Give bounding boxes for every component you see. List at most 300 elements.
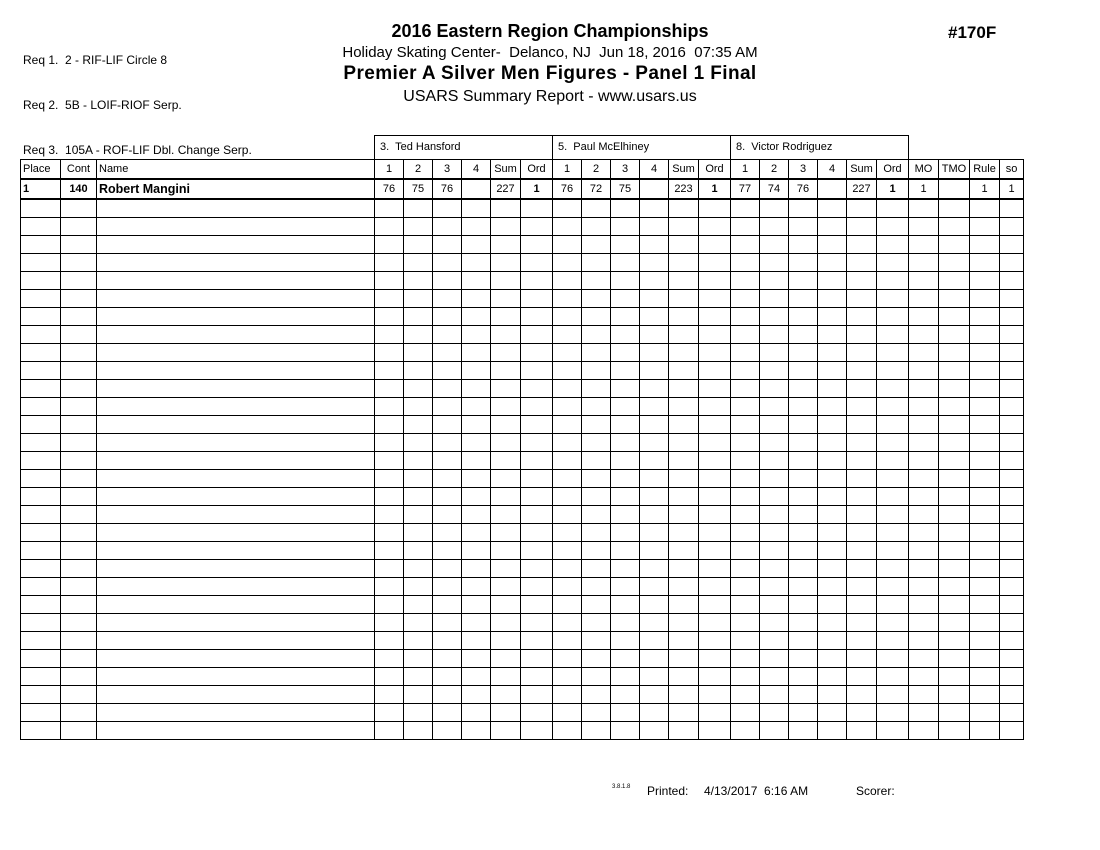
empty-cell — [433, 361, 462, 379]
empty-cell — [760, 325, 789, 343]
empty-cell — [404, 343, 433, 361]
empty-cell — [433, 379, 462, 397]
empty-cell — [521, 325, 553, 343]
empty-cell — [760, 721, 789, 739]
empty-cell — [61, 649, 97, 667]
empty-cell — [97, 523, 375, 541]
empty-cell — [553, 361, 582, 379]
empty-cell — [521, 307, 553, 325]
empty-cell — [433, 541, 462, 559]
empty-cell — [21, 649, 61, 667]
empty-cell — [877, 253, 909, 271]
empty-cell — [731, 667, 760, 685]
empty-cell — [433, 397, 462, 415]
col-header-j3-sum: Sum — [847, 160, 877, 180]
empty-cell — [462, 469, 491, 487]
empty-cell — [21, 721, 61, 739]
empty-cell — [699, 577, 731, 595]
empty-cell — [731, 649, 760, 667]
empty-table-row — [21, 415, 1024, 433]
col-header-j3-4: 4 — [818, 160, 847, 180]
empty-cell — [375, 235, 404, 253]
tmo-cell — [939, 179, 970, 199]
empty-cell — [818, 343, 847, 361]
empty-cell — [61, 433, 97, 451]
empty-cell — [760, 343, 789, 361]
col-header-place: Place — [21, 160, 61, 180]
empty-cell — [731, 271, 760, 289]
empty-cell — [909, 397, 939, 415]
empty-cell — [939, 541, 970, 559]
empty-cell — [582, 577, 611, 595]
empty-cell — [847, 721, 877, 739]
empty-cell — [847, 361, 877, 379]
empty-cell — [731, 361, 760, 379]
empty-cell — [462, 235, 491, 253]
empty-cell — [847, 577, 877, 595]
sum-cell: 227 — [491, 179, 521, 199]
empty-cell — [582, 559, 611, 577]
empty-cell — [970, 397, 1000, 415]
empty-cell — [760, 469, 789, 487]
col-header-rule: Rule — [970, 160, 1000, 180]
empty-cell — [61, 703, 97, 721]
empty-cell — [433, 721, 462, 739]
empty-cell — [970, 559, 1000, 577]
empty-cell — [909, 415, 939, 433]
empty-cell — [731, 541, 760, 559]
empty-cell — [97, 595, 375, 613]
col-header-so: so — [1000, 160, 1024, 180]
empty-cell — [582, 631, 611, 649]
empty-cell — [939, 235, 970, 253]
empty-table-row — [21, 199, 1024, 217]
col-header-j1-3: 3 — [433, 160, 462, 180]
empty-cell — [404, 577, 433, 595]
empty-cell — [611, 541, 640, 559]
empty-cell — [611, 379, 640, 397]
empty-cell — [21, 541, 61, 559]
empty-cell — [21, 343, 61, 361]
empty-cell — [909, 253, 939, 271]
empty-cell — [699, 685, 731, 703]
empty-cell — [553, 253, 582, 271]
empty-cell — [582, 325, 611, 343]
empty-cell — [97, 433, 375, 451]
ord-cell: 1 — [877, 179, 909, 199]
empty-cell — [611, 667, 640, 685]
empty-cell — [611, 505, 640, 523]
printed-timestamp: 4/13/2017 6:16 AM — [704, 784, 809, 798]
empty-cell — [611, 631, 640, 649]
empty-cell — [375, 667, 404, 685]
empty-cell — [760, 649, 789, 667]
empty-cell — [970, 379, 1000, 397]
empty-cell — [877, 415, 909, 433]
empty-cell — [553, 199, 582, 217]
empty-cell — [97, 415, 375, 433]
empty-cell — [640, 541, 669, 559]
empty-cell — [939, 307, 970, 325]
empty-cell — [582, 523, 611, 541]
empty-cell — [582, 271, 611, 289]
empty-cell — [818, 703, 847, 721]
empty-cell — [818, 487, 847, 505]
empty-cell — [433, 253, 462, 271]
empty-cell — [669, 649, 699, 667]
empty-cell — [491, 721, 521, 739]
empty-cell — [553, 721, 582, 739]
software-version: 3.8.1.8 — [612, 784, 631, 790]
empty-cell — [375, 595, 404, 613]
empty-cell — [21, 667, 61, 685]
empty-table-row — [21, 343, 1024, 361]
empty-cell — [699, 721, 731, 739]
empty-cell — [611, 721, 640, 739]
empty-table-row — [21, 433, 1024, 451]
empty-cell — [939, 523, 970, 541]
empty-cell — [669, 505, 699, 523]
empty-cell — [970, 613, 1000, 631]
empty-cell — [611, 523, 640, 541]
empty-cell — [491, 667, 521, 685]
empty-cell — [553, 541, 582, 559]
empty-cell — [731, 451, 760, 469]
empty-cell — [699, 703, 731, 721]
empty-cell — [491, 253, 521, 271]
event-number: #170F — [948, 23, 997, 42]
empty-cell — [939, 613, 970, 631]
empty-cell — [877, 235, 909, 253]
empty-cell — [760, 667, 789, 685]
col-header-mo: MO — [909, 160, 939, 180]
empty-cell — [521, 253, 553, 271]
empty-cell — [97, 379, 375, 397]
empty-cell — [669, 433, 699, 451]
empty-cell — [553, 307, 582, 325]
empty-cell — [404, 523, 433, 541]
empty-cell — [462, 361, 491, 379]
empty-cell — [731, 721, 760, 739]
empty-cell — [877, 271, 909, 289]
empty-cell — [818, 415, 847, 433]
empty-cell — [760, 703, 789, 721]
empty-cell — [818, 397, 847, 415]
empty-cell — [375, 559, 404, 577]
empty-cell — [877, 343, 909, 361]
col-header-j3-2: 2 — [760, 160, 789, 180]
empty-cell — [847, 541, 877, 559]
col-header-j1-1: 1 — [375, 160, 404, 180]
empty-cell — [699, 271, 731, 289]
empty-cell — [877, 541, 909, 559]
score-cell: 75 — [611, 179, 640, 199]
empty-cell — [909, 703, 939, 721]
empty-cell — [818, 289, 847, 307]
empty-cell — [375, 541, 404, 559]
empty-cell — [818, 631, 847, 649]
empty-cell — [21, 487, 61, 505]
empty-cell — [553, 559, 582, 577]
empty-cell — [375, 703, 404, 721]
empty-cell — [61, 541, 97, 559]
empty-cell — [640, 289, 669, 307]
empty-cell — [669, 559, 699, 577]
empty-cell — [433, 433, 462, 451]
empty-cell — [699, 505, 731, 523]
empty-cell — [640, 721, 669, 739]
empty-cell — [847, 523, 877, 541]
cont-cell: 140 — [61, 179, 97, 199]
judge-row-left-spacer — [21, 136, 375, 160]
empty-cell — [731, 253, 760, 271]
empty-cell — [877, 469, 909, 487]
empty-cell — [640, 505, 669, 523]
empty-cell — [789, 235, 818, 253]
empty-cell — [939, 487, 970, 505]
empty-cell — [909, 325, 939, 343]
empty-cell — [847, 271, 877, 289]
empty-cell — [731, 577, 760, 595]
empty-cell — [789, 361, 818, 379]
empty-cell — [669, 451, 699, 469]
empty-cell — [582, 667, 611, 685]
empty-cell — [61, 505, 97, 523]
empty-cell — [847, 199, 877, 217]
score-cell: 77 — [731, 179, 760, 199]
mo-cell: 1 — [909, 179, 939, 199]
empty-cell — [699, 379, 731, 397]
empty-cell — [789, 631, 818, 649]
empty-cell — [491, 595, 521, 613]
empty-cell — [375, 361, 404, 379]
empty-cell — [521, 271, 553, 289]
name-cell: Robert Mangini — [97, 179, 375, 199]
empty-cell — [877, 505, 909, 523]
empty-cell — [731, 397, 760, 415]
empty-cell — [21, 577, 61, 595]
empty-cell — [61, 631, 97, 649]
empty-cell — [521, 703, 553, 721]
empty-cell — [939, 595, 970, 613]
empty-cell — [521, 541, 553, 559]
empty-table-row — [21, 613, 1024, 631]
empty-cell — [731, 307, 760, 325]
score-cell: 75 — [404, 179, 433, 199]
summary-table-body — [21, 136, 1024, 740]
empty-cell — [909, 433, 939, 451]
empty-cell — [61, 379, 97, 397]
empty-cell — [375, 487, 404, 505]
col-header-j2-ord: Ord — [699, 160, 731, 180]
empty-cell — [582, 433, 611, 451]
empty-cell — [970, 325, 1000, 343]
empty-cell — [731, 235, 760, 253]
empty-cell — [760, 487, 789, 505]
ord-cell: 1 — [521, 179, 553, 199]
empty-table-row — [21, 325, 1024, 343]
empty-table-row — [21, 649, 1024, 667]
empty-cell — [375, 199, 404, 217]
empty-cell — [521, 289, 553, 307]
empty-cell — [731, 487, 760, 505]
empty-cell — [433, 199, 462, 217]
empty-cell — [582, 343, 611, 361]
empty-cell — [731, 595, 760, 613]
empty-cell — [731, 703, 760, 721]
score-cell: 74 — [760, 179, 789, 199]
report-type-line: USARS Summary Report - www.usars.us — [403, 88, 697, 105]
empty-cell — [404, 217, 433, 235]
empty-cell — [847, 397, 877, 415]
empty-cell — [491, 559, 521, 577]
empty-cell — [731, 379, 760, 397]
empty-cell — [818, 577, 847, 595]
empty-cell — [433, 307, 462, 325]
empty-cell — [582, 469, 611, 487]
empty-cell — [939, 703, 970, 721]
empty-cell — [877, 703, 909, 721]
empty-cell — [640, 307, 669, 325]
empty-cell — [21, 361, 61, 379]
empty-cell — [939, 649, 970, 667]
empty-cell — [582, 379, 611, 397]
empty-cell — [97, 289, 375, 307]
empty-cell — [789, 253, 818, 271]
empty-cell — [1000, 307, 1024, 325]
empty-cell — [669, 397, 699, 415]
empty-cell — [462, 325, 491, 343]
empty-cell — [760, 289, 789, 307]
empty-table-row — [21, 307, 1024, 325]
empty-cell — [433, 289, 462, 307]
empty-cell — [21, 505, 61, 523]
empty-cell — [909, 577, 939, 595]
empty-cell — [61, 415, 97, 433]
empty-cell — [789, 649, 818, 667]
empty-cell — [970, 505, 1000, 523]
empty-cell — [582, 613, 611, 631]
empty-cell — [909, 361, 939, 379]
empty-cell — [553, 649, 582, 667]
empty-cell — [521, 469, 553, 487]
col-header-tmo: TMO — [939, 160, 970, 180]
empty-cell — [491, 577, 521, 595]
empty-cell — [462, 433, 491, 451]
empty-cell — [521, 721, 553, 739]
empty-cell — [847, 595, 877, 613]
empty-cell — [877, 595, 909, 613]
col-header-j2-sum: Sum — [669, 160, 699, 180]
empty-cell — [669, 325, 699, 343]
empty-cell — [699, 613, 731, 631]
empty-cell — [61, 577, 97, 595]
empty-cell — [699, 415, 731, 433]
empty-cell — [462, 721, 491, 739]
empty-cell — [375, 217, 404, 235]
empty-cell — [433, 595, 462, 613]
empty-cell — [21, 325, 61, 343]
empty-cell — [404, 631, 433, 649]
empty-cell — [789, 577, 818, 595]
empty-cell — [818, 613, 847, 631]
empty-cell — [877, 523, 909, 541]
empty-cell — [818, 361, 847, 379]
col-header-cont: Cont — [61, 160, 97, 180]
empty-cell — [375, 721, 404, 739]
empty-cell — [521, 451, 553, 469]
empty-cell — [939, 397, 970, 415]
empty-cell — [491, 703, 521, 721]
col-header-j1-sum: Sum — [491, 160, 521, 180]
empty-cell — [491, 307, 521, 325]
empty-cell — [789, 505, 818, 523]
empty-cell — [939, 559, 970, 577]
empty-cell — [97, 271, 375, 289]
empty-cell — [847, 379, 877, 397]
empty-cell — [433, 271, 462, 289]
empty-cell — [939, 451, 970, 469]
empty-cell — [21, 613, 61, 631]
empty-cell — [1000, 667, 1024, 685]
empty-cell — [462, 397, 491, 415]
column-header-row — [21, 160, 1024, 180]
empty-table-row — [21, 271, 1024, 289]
empty-cell — [789, 433, 818, 451]
empty-cell — [789, 379, 818, 397]
empty-table-row — [21, 541, 1024, 559]
empty-cell — [1000, 271, 1024, 289]
empty-cell — [939, 289, 970, 307]
empty-cell — [1000, 379, 1024, 397]
empty-cell — [760, 253, 789, 271]
empty-cell — [909, 667, 939, 685]
empty-cell — [939, 253, 970, 271]
empty-cell — [731, 289, 760, 307]
empty-cell — [789, 343, 818, 361]
empty-cell — [553, 415, 582, 433]
empty-cell — [909, 379, 939, 397]
empty-cell — [818, 325, 847, 343]
empty-cell — [61, 487, 97, 505]
empty-cell — [1000, 559, 1024, 577]
empty-cell — [909, 595, 939, 613]
empty-table-row — [21, 577, 1024, 595]
empty-cell — [553, 595, 582, 613]
empty-cell — [462, 541, 491, 559]
empty-cell — [939, 721, 970, 739]
empty-cell — [699, 307, 731, 325]
empty-cell — [61, 361, 97, 379]
empty-cell — [939, 379, 970, 397]
empty-cell — [582, 289, 611, 307]
empty-cell — [21, 235, 61, 253]
empty-cell — [97, 451, 375, 469]
table-row — [21, 179, 1024, 199]
empty-cell — [789, 541, 818, 559]
empty-cell — [1000, 631, 1024, 649]
empty-cell — [731, 415, 760, 433]
empty-cell — [789, 271, 818, 289]
empty-cell — [375, 397, 404, 415]
empty-cell — [1000, 469, 1024, 487]
empty-cell — [847, 289, 877, 307]
empty-cell — [847, 559, 877, 577]
col-header-j3-ord: Ord — [877, 160, 909, 180]
empty-cell — [462, 289, 491, 307]
rule-cell: 1 — [970, 179, 1000, 199]
empty-cell — [877, 199, 909, 217]
